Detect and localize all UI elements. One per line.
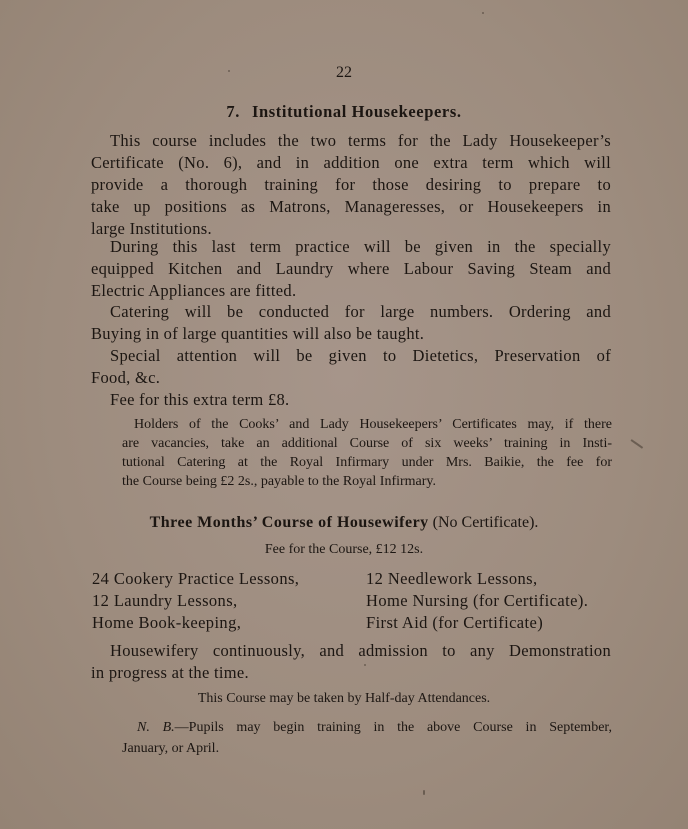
paragraph-course-description [91,130,611,240]
note-royal-infirmary [122,415,612,491]
text-line: Holders of the Cooks’ and Lady Housekeepers’ Certificates may, if there [134,417,612,432]
text-line: Special attention will be given to Dietetics, Preservation of [110,346,611,365]
lessons-row [92,568,622,590]
text-line: the Course being £2 2s., payable to the Royal Infirmary. [122,474,437,489]
text-line: equipped Kitchen and Laundry where Labour Saving Steam and [91,259,611,278]
housewifery-heading [0,514,688,532]
text-line: Buying in of large quantities will also be taught. [91,324,425,343]
text-line [122,717,612,738]
lesson-item: Home Nursing (for Certificate). [366,591,589,610]
section-number: 7. [226,102,240,121]
paper-speck [228,70,230,72]
lesson-item: 12 Needlework Lessons, [366,569,538,588]
text-line: Fee for this extra term £8. [110,390,290,409]
lesson-item: Home Book-keeping, [92,613,242,632]
lessons-list [92,568,622,634]
paper-speck [364,664,366,666]
lesson-item: 24 Cookery Practice Lessons, [92,569,300,588]
nb-label: N. B. [137,720,175,735]
lesson-item: First Aid (for Certificate) [366,613,544,632]
paragraph-fee [91,389,611,411]
paper-scratch [631,439,643,448]
paragraph-dietetics [91,345,611,389]
paragraph-housewifery-continuous [91,640,611,684]
paragraph-practice [91,236,611,302]
housewifery-title: Three Months’ Course of Housewifery [149,514,429,531]
lessons-row [92,612,622,634]
text-line: During this last term practice will be given in the specially [110,237,611,256]
paper-speck [423,790,425,795]
section-heading [0,102,688,122]
housewifery-fee: Fee for the Course, £12 12s. [264,542,424,557]
housewifery-title-suffix: (No Certificate). [432,514,539,531]
paragraph-catering [91,301,611,345]
text-line: Certificate (No. 6), and in addition one extra term which will [91,153,611,172]
text-line: provide a thorough training for those desiring to prepare to [91,175,611,194]
text-line: tutional Catering at the Royal Infirmary under Mrs. Baikie, the fee for [122,455,612,470]
paper-speck [482,12,484,14]
page-number: 22 [336,64,352,81]
nb-text: —Pupils may begin training in the above Course in September, [174,720,613,735]
text-line: Food, &c. [91,368,161,387]
half-day-note: This Course may be taken by Half-day Attendances. [197,691,491,706]
lessons-row [92,590,622,612]
text-line: are vacancies, take an additional Course of six weeks’ training in Insti- [122,436,612,451]
text-line: Catering will be conducted for large numbers. Ordering and [110,302,611,321]
text-line: January, or April. [122,741,220,756]
lesson-item: 12 Laundry Lessons, [92,591,238,610]
section-title: Institutional Housekeepers. [251,102,462,121]
text-line: This course includes the two terms for the Lady Housekeeper’s [110,131,611,150]
text-line: Electric Appliances are fitted. [91,281,297,300]
nb-note [122,717,612,759]
text-line: in progress at the time. [91,663,249,682]
text-line: Housewifery continuously, and admission to any Demonstration [110,641,611,660]
text-line: take up positions as Matrons, Manageresses, or Housekeepers in [91,197,611,216]
text-line: large Institutions. [91,219,212,238]
